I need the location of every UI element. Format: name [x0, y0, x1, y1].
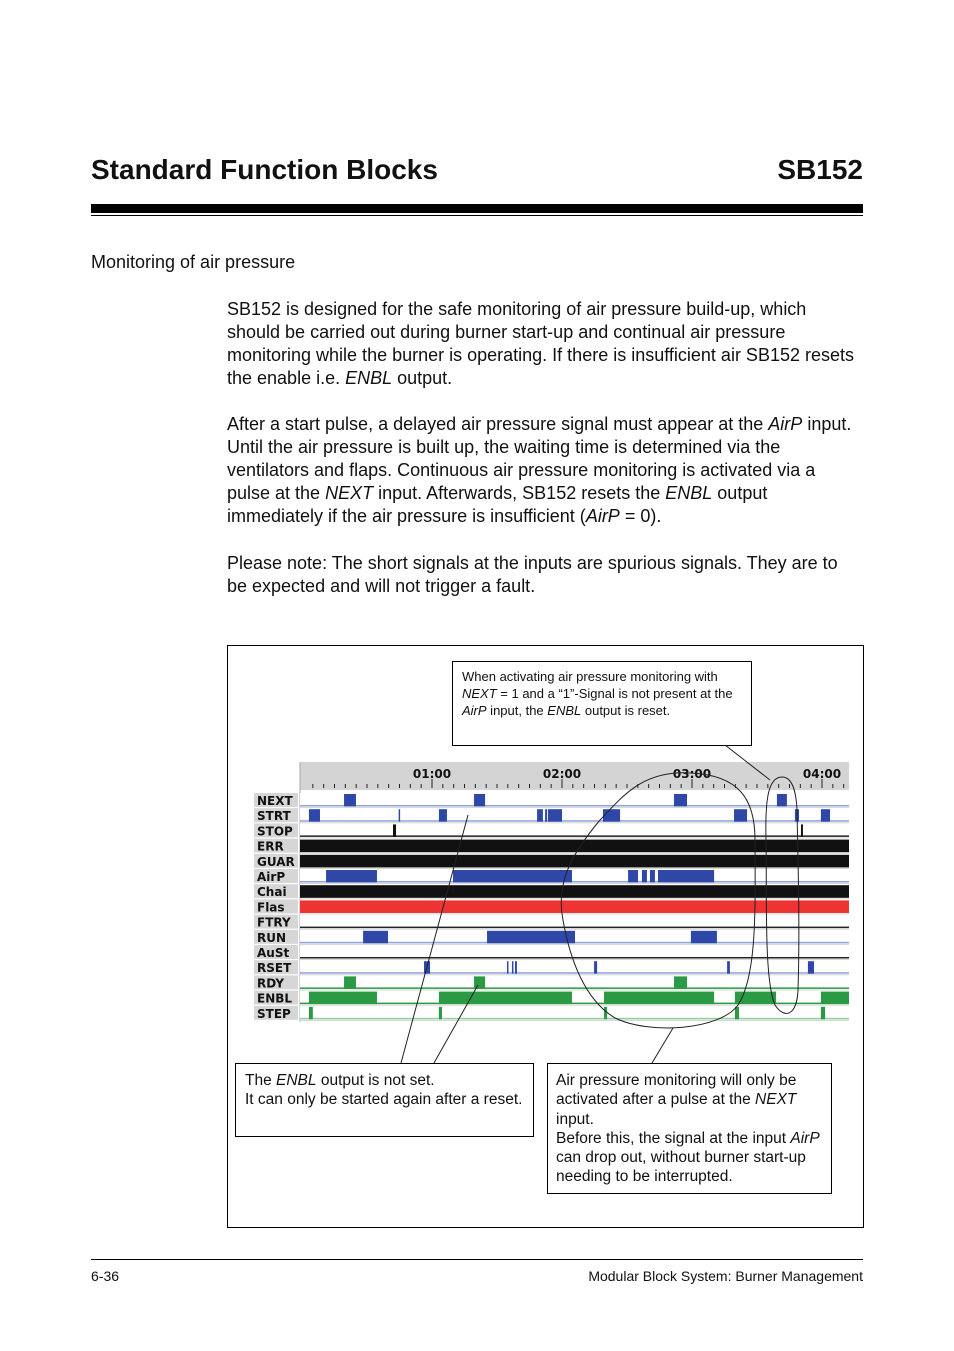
signal-baseline	[300, 1018, 849, 1020]
signal-label: AuSt	[257, 946, 290, 960]
signal-pulse	[821, 1007, 825, 1020]
row-separator	[300, 822, 849, 823]
text-run: input. Afterwards, SB152 resets the	[373, 483, 666, 503]
callout-leader-right	[652, 1028, 673, 1063]
time-label: 02:00	[542, 767, 582, 781]
signal-row-rdy	[254, 975, 849, 990]
row-separator	[300, 959, 849, 960]
signal-row-rset	[254, 960, 849, 975]
signal-pulse	[603, 809, 620, 822]
signal-pulse	[735, 992, 776, 1005]
signal-label: RDY	[257, 976, 285, 991]
signal-row-chai	[254, 884, 849, 899]
row-separator	[300, 1005, 849, 1006]
signal-pulse	[453, 870, 572, 883]
italic-term: NEXT	[462, 686, 497, 701]
italic-term: AirP	[462, 703, 487, 718]
signal-track	[300, 975, 849, 989]
signal-pulse	[439, 809, 447, 822]
signal-pulse	[691, 931, 717, 944]
signal-pulse	[439, 1007, 442, 1020]
row-separator	[300, 989, 849, 990]
signal-label: STOP	[257, 824, 293, 839]
signal-row-airp	[254, 869, 849, 884]
signal-pulse	[674, 976, 687, 989]
text-run: output immediately if the air pressure is insufficient (	[227, 483, 768, 526]
signal-track	[300, 960, 849, 974]
signal-label: RUN	[257, 930, 287, 945]
signal-label: AirP	[257, 870, 286, 884]
text-run: After a start pulse, a delayed air pressure signal must appear at the	[227, 414, 769, 434]
signal-pulse	[821, 992, 849, 1005]
page-title: Standard Function Blocks	[91, 154, 438, 185]
text-run: output.	[392, 368, 453, 388]
signal-pulse	[309, 1007, 313, 1020]
signal-row-next	[254, 793, 849, 808]
signal-baseline	[300, 987, 849, 989]
signal-pulse	[801, 824, 803, 837]
signal-pulse	[507, 961, 509, 974]
signal-pulse	[363, 931, 388, 944]
signal-row-err	[254, 839, 849, 854]
callout-right	[547, 1063, 832, 1194]
signal-label: Chai	[257, 885, 287, 900]
page-number: 6-36	[91, 1268, 120, 1284]
signal-pulse	[393, 824, 396, 837]
signal-label: ERR	[257, 839, 284, 854]
signal-row-flas	[254, 899, 849, 914]
signal-pulse	[628, 870, 638, 883]
signal-pulse	[548, 809, 562, 822]
italic-term: ENBL	[547, 703, 582, 718]
italic-term: ENBL	[665, 483, 713, 503]
signal-pulse	[808, 961, 814, 974]
signal-label: GUAR	[257, 854, 295, 869]
text-run: input, the	[486, 703, 548, 718]
signal-row-stop	[254, 823, 849, 838]
text-run: SB152 is designed for the safe monitoring of air pressure build-up, which should be carried out during burner start-up and continual air pressure monitoring while the burner is operating. If there is insufficient air SB152 resets the enable i.e.	[227, 299, 854, 388]
signal-pulse	[439, 992, 572, 1005]
block-code: SB152	[777, 154, 863, 185]
signal-pulse	[545, 809, 547, 822]
text-run: It can only be started again after a reset.	[245, 1091, 523, 1108]
signal-label: Flas	[257, 900, 285, 915]
row-separator	[300, 1020, 849, 1021]
footer-text: Modular Block System: Burner Management	[588, 1268, 863, 1284]
signal-pulse	[300, 840, 849, 853]
text-run: input. Until the air pressure is built up, the waiting time is determined via the ventilators and flaps. Continuous air pressure monitoring is activated via a pulse at the	[227, 414, 852, 503]
signal-baseline	[300, 972, 849, 974]
signal-pulse	[604, 1007, 607, 1020]
text-run: Before this, the signal at the input	[556, 1129, 791, 1147]
signal-label: STEP	[257, 1006, 291, 1021]
signal-baseline	[300, 957, 849, 959]
callout-top	[452, 661, 752, 746]
signal-pulse	[515, 961, 517, 974]
italic-term: ENBL	[276, 1072, 317, 1089]
signal-pulse	[734, 809, 747, 822]
text-run: input.	[556, 1110, 594, 1128]
signal-baseline	[300, 835, 849, 837]
signal-row-aust	[254, 945, 849, 960]
italic-term: NEXT	[755, 1091, 797, 1109]
signal-pulse	[777, 794, 787, 807]
italic-term: AirP	[585, 506, 620, 526]
row-separator	[300, 837, 849, 838]
signal-pulse	[594, 961, 597, 974]
row-separator	[300, 974, 849, 975]
signal-pulse	[309, 809, 320, 822]
signal-pulse	[474, 976, 485, 989]
signal-pulse	[604, 992, 714, 1005]
signal-pulse	[344, 794, 356, 807]
text-run: = 1 and a “1”-Signal is not present at the	[496, 686, 733, 701]
signal-pulse	[674, 794, 687, 807]
signal-track	[300, 823, 849, 837]
time-label: 03:00	[672, 767, 712, 781]
text-run: Air pressure monitoring will only be activated after a pulse at the	[556, 1072, 797, 1109]
signal-label: FTRY	[257, 915, 291, 930]
signal-pulse	[658, 870, 714, 883]
signal-pulse	[642, 870, 647, 883]
signal-label: RSET	[257, 961, 292, 976]
signal-row-enbl	[254, 991, 849, 1006]
signal-label: STRT	[257, 809, 291, 824]
signal-pulse	[821, 809, 830, 822]
signal-pulse	[309, 992, 377, 1005]
text-run: output is reset.	[581, 703, 671, 718]
time-label: 04:00	[802, 767, 842, 781]
text-run: The	[245, 1072, 277, 1089]
callout-left	[235, 1063, 534, 1137]
signal-row-step	[254, 1006, 849, 1021]
signal-label: ENBL	[257, 991, 293, 1006]
text-run: When activating air pressure monitoring with	[462, 669, 718, 684]
time-label: 01:00	[412, 767, 452, 781]
signal-pulse	[537, 809, 543, 822]
signal-rows	[254, 793, 849, 1021]
signal-track	[300, 1006, 849, 1020]
section-subtitle: Monitoring of air pressure	[91, 252, 296, 272]
italic-term: NEXT	[325, 483, 374, 503]
signal-label: NEXT	[257, 794, 293, 808]
signal-row-guar	[254, 854, 849, 869]
signal-pulse	[487, 931, 575, 944]
signal-row-ftry	[254, 915, 849, 930]
signal-pulse	[474, 794, 485, 807]
signal-row-run	[254, 930, 849, 945]
signal-pulse	[727, 961, 730, 974]
footer-rule	[91, 1259, 863, 1260]
signal-row-strt	[254, 808, 849, 823]
signal-pulse	[512, 961, 514, 974]
text-run: output is not set.	[316, 1072, 435, 1089]
italic-term: AirP	[768, 414, 803, 434]
text-run: can drop out, without burner start-up needing to be interrupted.	[556, 1149, 806, 1186]
signal-pulse	[399, 809, 401, 822]
signal-pulse	[326, 870, 377, 883]
italic-term: AirP	[790, 1129, 820, 1147]
signal-pulse	[650, 870, 655, 883]
signal-pulse	[344, 976, 356, 989]
italic-term: ENBL	[345, 368, 393, 388]
signal-baseline	[300, 820, 849, 822]
text-run: Please note: The short signals at the inputs are spurious signals. They are to be expected and will not trigger a fault.	[227, 553, 838, 596]
text-run: = 0).	[619, 506, 662, 526]
